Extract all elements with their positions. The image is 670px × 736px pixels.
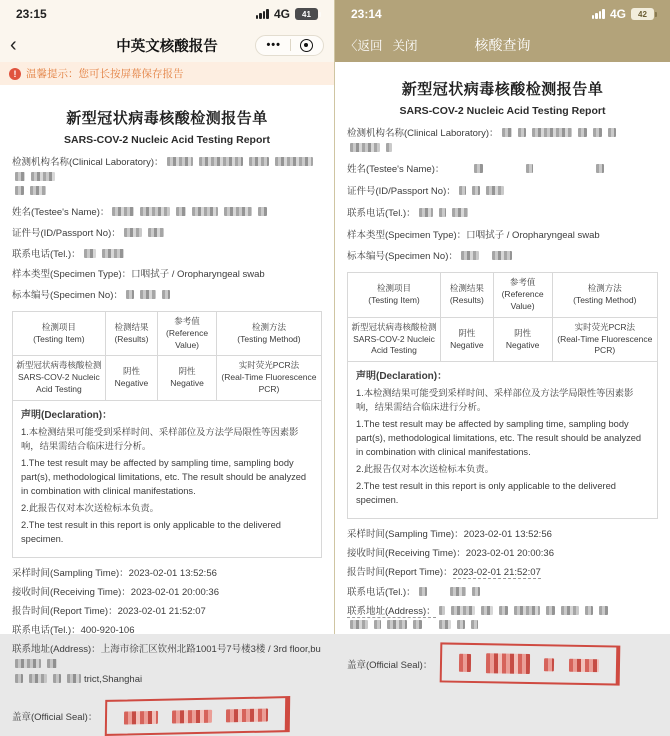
times-section	[12, 567, 322, 688]
redacted-block	[439, 620, 451, 629]
field-label: 标本编号(Specimen No)：	[347, 251, 458, 263]
redacted-block	[374, 620, 381, 629]
redacted-block	[192, 207, 218, 216]
redacted-block	[471, 620, 478, 629]
left-status-bar	[0, 0, 334, 28]
return-button[interactable]: 〈返回	[345, 39, 383, 53]
sampling-time-value: 2023-02-01 13:52:56	[463, 528, 552, 540]
redacted-block	[439, 606, 445, 615]
field-label: 联系电话(Tel.)：	[12, 625, 81, 637]
cell-result-en: Negative	[114, 378, 149, 389]
redacted-block	[126, 290, 134, 299]
redacted-block	[514, 606, 540, 615]
field-label: 检测机构名称(Clinical Laboratory)：	[12, 157, 164, 168]
redacted-block	[53, 674, 61, 683]
sampling-time-value: 2023-02-01 13:52:56	[128, 567, 217, 579]
field-specimen-no	[12, 289, 322, 304]
left-phone-screen	[0, 0, 335, 723]
report-title-zh: 新型冠状病毒核酸检测报告单	[401, 81, 604, 98]
redacted-block	[585, 606, 593, 615]
field-label: 姓名(Testee's Name)：	[12, 207, 110, 219]
more-menu-button[interactable]: •••	[266, 38, 281, 51]
redacted-block	[249, 157, 269, 166]
times-section	[347, 528, 658, 634]
official-seal-stamp	[440, 643, 621, 686]
field-specimen-type	[347, 229, 658, 244]
th-results-zh: 检测结果	[449, 282, 484, 293]
th-reference-en: (Reference Value)	[501, 288, 544, 311]
redacted-block	[29, 674, 47, 683]
signal-strength-icon	[256, 9, 269, 19]
field-id-passport	[347, 185, 658, 200]
field-label: 联系地址(Address)：	[347, 605, 436, 617]
field-label: 采样时间(Sampling Time)：	[12, 567, 129, 579]
contact-tel-value[interactable]: 400-920-106	[80, 625, 135, 637]
field-report-time	[347, 566, 658, 581]
redacted-seal-block	[544, 658, 554, 671]
redacted-block	[176, 207, 186, 216]
field-label: 报告时间(Report Time)：	[347, 567, 453, 579]
declaration-item: 2.The test result in this report is only applicable to the delivered specimen.	[356, 481, 616, 505]
declaration-heading: 声明(Declaration)：	[21, 410, 113, 422]
battery-icon	[631, 8, 654, 20]
field-label: 采样时间(Sampling Time)：	[347, 528, 464, 540]
cell-result-en: Negative	[450, 339, 484, 350]
field-contact-tel	[347, 586, 658, 601]
field-specimen-type	[12, 268, 322, 283]
redacted-block	[162, 290, 170, 299]
cell-method-en: (Real-Time Fluorescence PCR)	[557, 333, 653, 356]
th-method-zh: 检测方法	[251, 321, 286, 332]
cell-method-zh: 实时荧光PCR法	[574, 321, 636, 332]
redacted-block	[15, 186, 24, 195]
address-part1: 上海市徐汇区钦州北路1001号7号楼3楼 / 3rd floor,bu	[100, 644, 321, 656]
official-seal-stamp	[105, 696, 290, 736]
network-type-label: 4G	[273, 7, 290, 21]
right-page-title: 核酸查询	[474, 37, 531, 53]
cell-reference-en: Negative	[170, 378, 204, 389]
redacted-block	[413, 620, 422, 629]
field-specimen-no	[347, 250, 658, 265]
redacted-block	[526, 164, 533, 173]
report-time-value: 2023-02-01 21:52:07	[117, 606, 206, 618]
field-label: 标本编号(Specimen No)：	[12, 290, 123, 302]
redacted-block	[167, 157, 193, 166]
redacted-block	[481, 606, 493, 615]
declaration-heading: 声明(Declaration)：	[356, 371, 448, 383]
cell-reference-zh: 阴性	[514, 327, 532, 338]
redacted-block	[140, 207, 170, 216]
redacted-block	[578, 128, 587, 137]
field-testee-name	[347, 163, 658, 178]
redacted-block	[15, 674, 23, 683]
redacted-block	[148, 228, 164, 237]
field-report-time	[12, 605, 322, 620]
field-label: 检测机构名称(Clinical Laboratory)：	[347, 128, 499, 139]
field-label: 证件号(ID/Passport No)：	[347, 186, 456, 198]
field-label: 联系地址(Address)：	[12, 644, 101, 656]
field-clinical-laboratory	[347, 127, 658, 156]
cell-item-en: SARS-COV-2 Nucleic Acid Testing	[17, 372, 100, 395]
redacted-block	[461, 251, 479, 260]
cell-method-zh: 实时荧光PCR法	[238, 360, 300, 371]
right-status-bar	[335, 0, 670, 28]
redacted-block	[439, 208, 446, 217]
field-label: 联系电话(Tel.)：	[347, 207, 416, 219]
cell-result-zh: 阴性	[458, 327, 476, 338]
field-id-passport	[12, 227, 322, 242]
field-label: 姓名(Testee's Name)：	[347, 164, 445, 176]
redacted-block	[275, 157, 313, 166]
close-button[interactable]: 关闭	[392, 39, 418, 53]
redacted-block	[15, 659, 41, 668]
th-method-en: (Testing Method)	[573, 294, 637, 305]
redacted-block	[419, 208, 433, 217]
left-nav-bar	[0, 28, 334, 62]
table-header-row	[13, 311, 322, 356]
report-time-value: 2023-02-01 21:52:07	[452, 567, 541, 579]
cell-item-en: SARS-COV-2 Nucleic Acid Testing	[353, 333, 435, 356]
report-title-en: SARS-COV-2 Nucleic Acid Testing Report	[64, 134, 270, 146]
th-reference-zh: 参考值	[174, 315, 200, 326]
left-status-icons	[256, 7, 318, 21]
redacted-block	[451, 606, 475, 615]
field-receiving-time	[347, 547, 658, 562]
close-miniprogram-button[interactable]	[300, 39, 313, 52]
redacted-block	[386, 143, 392, 152]
save-tip-banner	[0, 62, 334, 85]
cell-reference-en: Negative	[505, 339, 540, 350]
right-nav-bar	[335, 28, 670, 62]
redacted-block	[199, 157, 243, 166]
redacted-block	[596, 164, 604, 173]
capsule-divider	[290, 39, 291, 51]
left-report-body	[0, 85, 334, 734]
redacted-block	[593, 128, 602, 137]
th-reference-en: (Reference Value)	[166, 327, 209, 350]
alert-icon: !	[9, 68, 21, 80]
right-phone-screen	[335, 0, 670, 672]
redacted-block	[546, 606, 555, 615]
field-contact-address	[347, 605, 658, 634]
declaration-box	[347, 362, 658, 519]
declaration-item: 1.The test result may be affected by sampling time, sampling body part(s), methodological limitations, etc. The result should be analyzed in combination with clinical manifestations.	[21, 457, 307, 496]
redacted-block	[387, 620, 407, 629]
wechat-capsule	[255, 35, 324, 56]
specimen-type-value: 口咽拭子 / Oropharyngeal swab	[466, 229, 600, 241]
redacted-block	[419, 587, 427, 596]
declaration-item: 1.本检测结果可能受到采样时间、采样部位及方法学局限性等因素影响，结果需结合临床进行分析。	[356, 388, 634, 413]
right-report-body	[335, 62, 670, 684]
official-seal-row	[347, 644, 658, 684]
redacted-block	[472, 587, 480, 596]
field-label: 证件号(ID/Passport No)：	[12, 227, 121, 239]
redacted-block	[474, 164, 483, 173]
field-label: 样本类型(Specimen Type)：	[347, 229, 467, 241]
redacted-block	[532, 128, 572, 137]
redacted-seal-block	[569, 658, 599, 672]
th-testing-item-en: (Testing Item)	[33, 333, 85, 344]
redacted-block	[124, 228, 142, 237]
redacted-block	[499, 606, 508, 615]
redacted-block	[472, 186, 480, 195]
redacted-block	[452, 208, 468, 217]
redacted-block	[15, 172, 25, 181]
redacted-block	[350, 620, 368, 629]
redacted-seal-block	[486, 653, 530, 674]
redacted-seal-block	[226, 708, 268, 722]
battery-percent: 41	[302, 9, 311, 19]
seal-label: 盖章(Official Seal)：	[12, 711, 98, 723]
declaration-item: 2.此报告仅对本次送检标本负责。	[21, 502, 159, 513]
field-sampling-time	[347, 528, 658, 543]
field-label: 报告时间(Report Time)：	[12, 606, 118, 618]
redacted-block	[31, 172, 55, 181]
receiving-time-value: 2023-02-01 20:00:36	[465, 548, 554, 560]
th-method-en: (Testing Method)	[237, 333, 301, 344]
redacted-seal-block	[459, 654, 471, 672]
declaration-box	[12, 401, 322, 558]
table-header-row	[348, 273, 658, 318]
th-results-zh: 检测结果	[114, 321, 149, 332]
left-page-title: 中英文核酸报告	[116, 38, 218, 55]
left-header-chrome	[0, 0, 334, 62]
cell-item-zh: 新型冠状病毒核酸检测	[16, 360, 102, 371]
field-receiving-time	[12, 586, 322, 601]
table-row	[348, 317, 658, 362]
left-clock: 23:15	[16, 7, 47, 21]
redacted-block	[224, 207, 252, 216]
redacted-block	[30, 186, 46, 195]
redacted-block	[561, 606, 579, 615]
th-results-en: (Results)	[114, 333, 149, 344]
seal-label: 盖章(Official Seal)：	[347, 660, 433, 672]
field-tel	[12, 248, 322, 263]
back-button[interactable]: ‹	[10, 34, 17, 56]
report-title-en: SARS-COV-2 Nucleic Acid Testing Report	[399, 105, 606, 117]
redacted-seal-block	[124, 710, 158, 724]
declaration-item: 2.此报告仅对本次送检标本负责。	[356, 464, 494, 475]
right-status-icons	[592, 7, 654, 21]
field-clinical-laboratory	[12, 156, 322, 200]
redacted-block	[112, 207, 134, 216]
declaration-item: 1.本检测结果可能受到采样时间、采样部位及方法学局限性等因素影响，结果需结合临床进行分析。	[21, 427, 299, 452]
cell-method-en: (Real-Time Fluorescence PCR)	[221, 372, 317, 395]
redacted-block	[599, 606, 608, 615]
table-row	[13, 356, 322, 401]
right-header-chrome	[335, 0, 670, 62]
field-testee-name	[12, 206, 322, 221]
redacted-block	[608, 128, 616, 137]
redacted-block	[350, 143, 380, 152]
redacted-block	[84, 249, 96, 258]
field-contact-tel	[12, 624, 322, 639]
receiving-time-value: 2023-02-01 20:00:36	[130, 586, 219, 598]
th-testing-item-en: (Testing Item)	[368, 294, 420, 305]
field-label: 联系电话(Tel.)：	[347, 586, 416, 598]
battery-percent: 42	[638, 9, 647, 19]
redacted-block	[47, 659, 57, 668]
redacted-block	[486, 186, 504, 195]
field-label: 接收时间(Receiving Time)：	[12, 586, 131, 598]
redacted-block	[450, 587, 466, 596]
redacted-block	[67, 674, 81, 683]
redacted-block	[102, 249, 124, 258]
redacted-block	[459, 186, 466, 195]
th-reference-zh: 参考值	[509, 277, 536, 288]
cell-item-zh: 新型冠状病毒核酸检测	[351, 321, 437, 332]
right-nav-links	[345, 36, 418, 54]
field-label: 联系电话(Tel.)：	[12, 248, 81, 260]
field-label: 样本类型(Specimen Type)：	[12, 269, 132, 281]
signal-strength-icon	[592, 9, 605, 19]
results-table	[12, 311, 322, 401]
redacted-block	[140, 290, 156, 299]
redacted-block	[502, 128, 512, 137]
tip-text: 温馨提示：您可长按屏幕保存报告	[26, 68, 184, 80]
field-sampling-time	[12, 567, 322, 582]
declaration-item: 1.The test result may be affected by sampling time, sampling body part(s), methodological limitations, etc. The result should be analyzed in combination with clinical manifestations.	[356, 419, 642, 458]
th-testing-item-zh: 检测项目	[41, 321, 76, 332]
report-title-zh: 新型冠状病毒核酸检测报告单	[66, 110, 268, 127]
th-results-en: (Results)	[449, 294, 484, 305]
network-type-label: 4G	[609, 7, 626, 21]
redacted-block	[518, 128, 526, 137]
results-table	[347, 272, 658, 362]
redacted-block	[258, 207, 267, 216]
cell-reference-zh: 阴性	[178, 366, 196, 377]
redacted-seal-block	[172, 709, 212, 723]
field-label: 接收时间(Receiving Time)：	[347, 548, 466, 560]
redacted-block	[457, 620, 465, 629]
field-contact-address	[12, 643, 322, 687]
th-testing-item-zh: 检测项目	[376, 282, 411, 293]
field-tel	[347, 207, 658, 222]
battery-icon	[295, 8, 318, 20]
official-seal-row	[12, 698, 322, 734]
cell-result-zh: 阴性	[122, 366, 140, 377]
th-method-zh: 检测方法	[587, 282, 622, 293]
redacted-block	[492, 251, 512, 260]
right-clock: 23:14	[351, 7, 382, 21]
specimen-type-value: 口咽拭子 / Oropharyngeal swab	[131, 269, 265, 281]
declaration-item: 2.The test result in this report is only applicable to the delivered specimen.	[21, 519, 281, 544]
address-part2: trict,Shanghai	[84, 673, 143, 685]
